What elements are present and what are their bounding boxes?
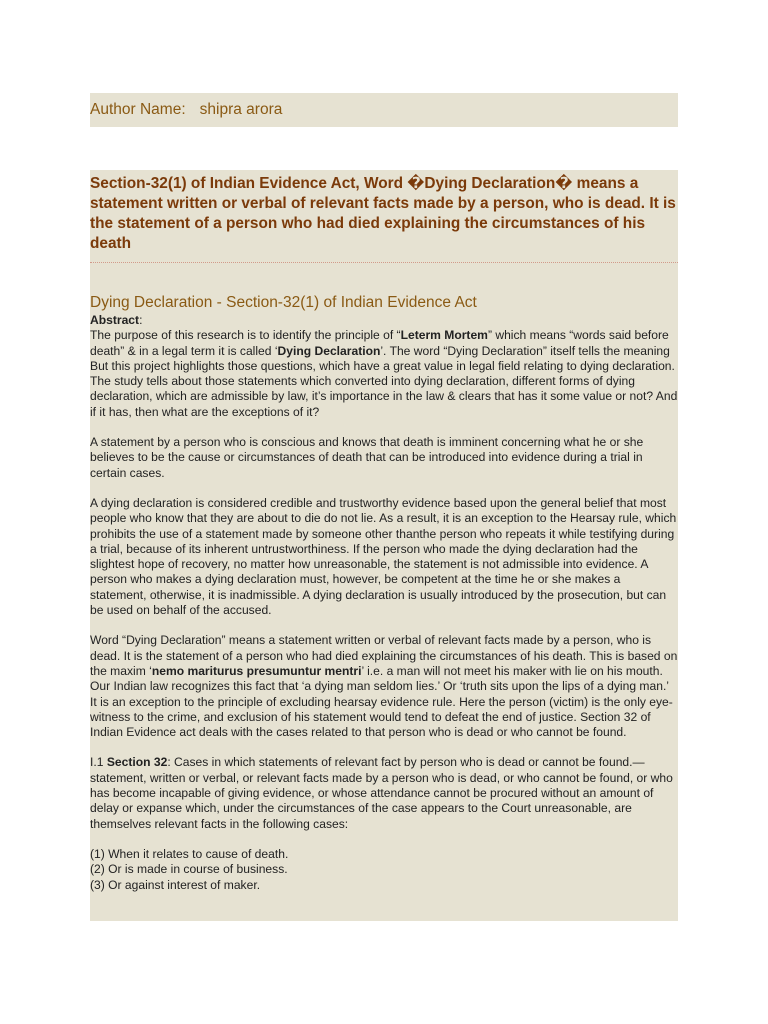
- text-segment: Word “Dying Declaration” means a statement written or verbal of relevant facts made by a person, who is dead. It is the statement of a person who had died explaining the circumstances of his death. This is based on the maxim ‘: [90, 633, 678, 678]
- bold-term: Section 32: [106, 755, 168, 770]
- paragraph: A dying declaration is considered credible and trustworthy evidence based upon the general belief that most people who know that they are about to die do not lie. As a result, it is an exception to the Hearsay rule, which prohibits the use of a statement made by someone other thanthe person who repeats it while testifying during a trial, because of its inherent untrustworthiness. If the person who made the dying declaration had the slightest hope of recovery, no matter how unreasonable, the statement is not admissible into evidence. A person who makes a dying declaration must, however, be competent at the time he or she makes a statement, otherwise, it is inadmissible. A dying declaration is usually introduced by the prosecution, but can be used on behalf of the accused.: [90, 495, 677, 618]
- text-segment: : Cases in which statements of relevant fact by person who is dead or cannot be found.—statement, written or verbal, or relevant facts made by a person who is dead, or who cannot be found, or who has become incapable of giving evidence, or whose attendance cannot be procured without an amount of delay or expanse which, under the circumstances of the case appears to the Court unreasonable, are themselves relevant facts in the following cases:: [90, 755, 673, 831]
- bold-term: nemo mariturus presumuntur mentri: [151, 663, 362, 678]
- abstract-label: Abstract: [90, 313, 140, 327]
- author-label: Author Name:: [90, 101, 186, 118]
- author-name: shipra arora: [199, 101, 283, 118]
- list-item: (3) Or against interest of maker.: [90, 877, 261, 892]
- text-segment: ’ i.e. a man will not meet his maker with lie on his mouth. Our Indian law recognizes this fact that ‘a dying man seldom lies.’ Or ‘truth sits upon the lips of a dying man.’ It is an exception to the principle of excluding hearsay evidence rule. Here the person (victim) is the only eye-witness to the crime, and exclusion of his statement would tend to defeat the end of justice. Section 32 of Indian Evidence act deals with the cases related to that person who is dead or who cannot be found.: [90, 663, 673, 740]
- bold-term: Leterm Mortem: [400, 328, 488, 343]
- paragraph: [90, 755, 678, 831]
- list-item: (2) Or is made in course of business.: [90, 862, 288, 877]
- bold-term: Dying Declaration: [277, 343, 381, 358]
- case-list: [90, 847, 678, 893]
- author-bar: [90, 93, 678, 127]
- document-content: [90, 170, 678, 921]
- subheading: Dying Declaration - Section-32(1) of Indian Evidence Act: [90, 294, 477, 311]
- abstract-colon: :: [139, 313, 143, 327]
- paragraph: [90, 633, 678, 740]
- paragraph: A statement by a person who is conscious and knows that death is imminent concerning what he or she believes to be the cause or circumstances of death that can be introduced into evidence during a trial in certain cases.: [90, 435, 644, 480]
- headline: Section-32(1) of Indian Evidence Act, Word �Dying Declaration� means a statement written or verbal of relevant facts made by a person, who is dead. It is the statement of a person who had died explaining the circumstances of his death: [90, 174, 678, 263]
- document-body: [90, 313, 678, 893]
- text-segment: I.1: [90, 755, 107, 770]
- list-item: (1) When it relates to cause of death.: [90, 846, 289, 861]
- abstract-heading: [90, 313, 678, 328]
- abstract-paragraph: [90, 328, 678, 420]
- text-segment: The purpose of this research is to identify the principle of “: [90, 328, 401, 343]
- text-segment: ’. The word “Dying Declaration” itself tells the meaning But this project highlights those questions, which have a great value in legal field relating to dying declaration. The study tells about those statements which converted into dying declaration, different forms of dying declaration, which are admissible by law, it’s importance in the law & clears that has it some value or not? And if it has, then what are the exceptions of it?: [90, 343, 678, 419]
- text-segment: ” which means “words said before death” & in a legal term it is called ‘: [90, 328, 669, 358]
